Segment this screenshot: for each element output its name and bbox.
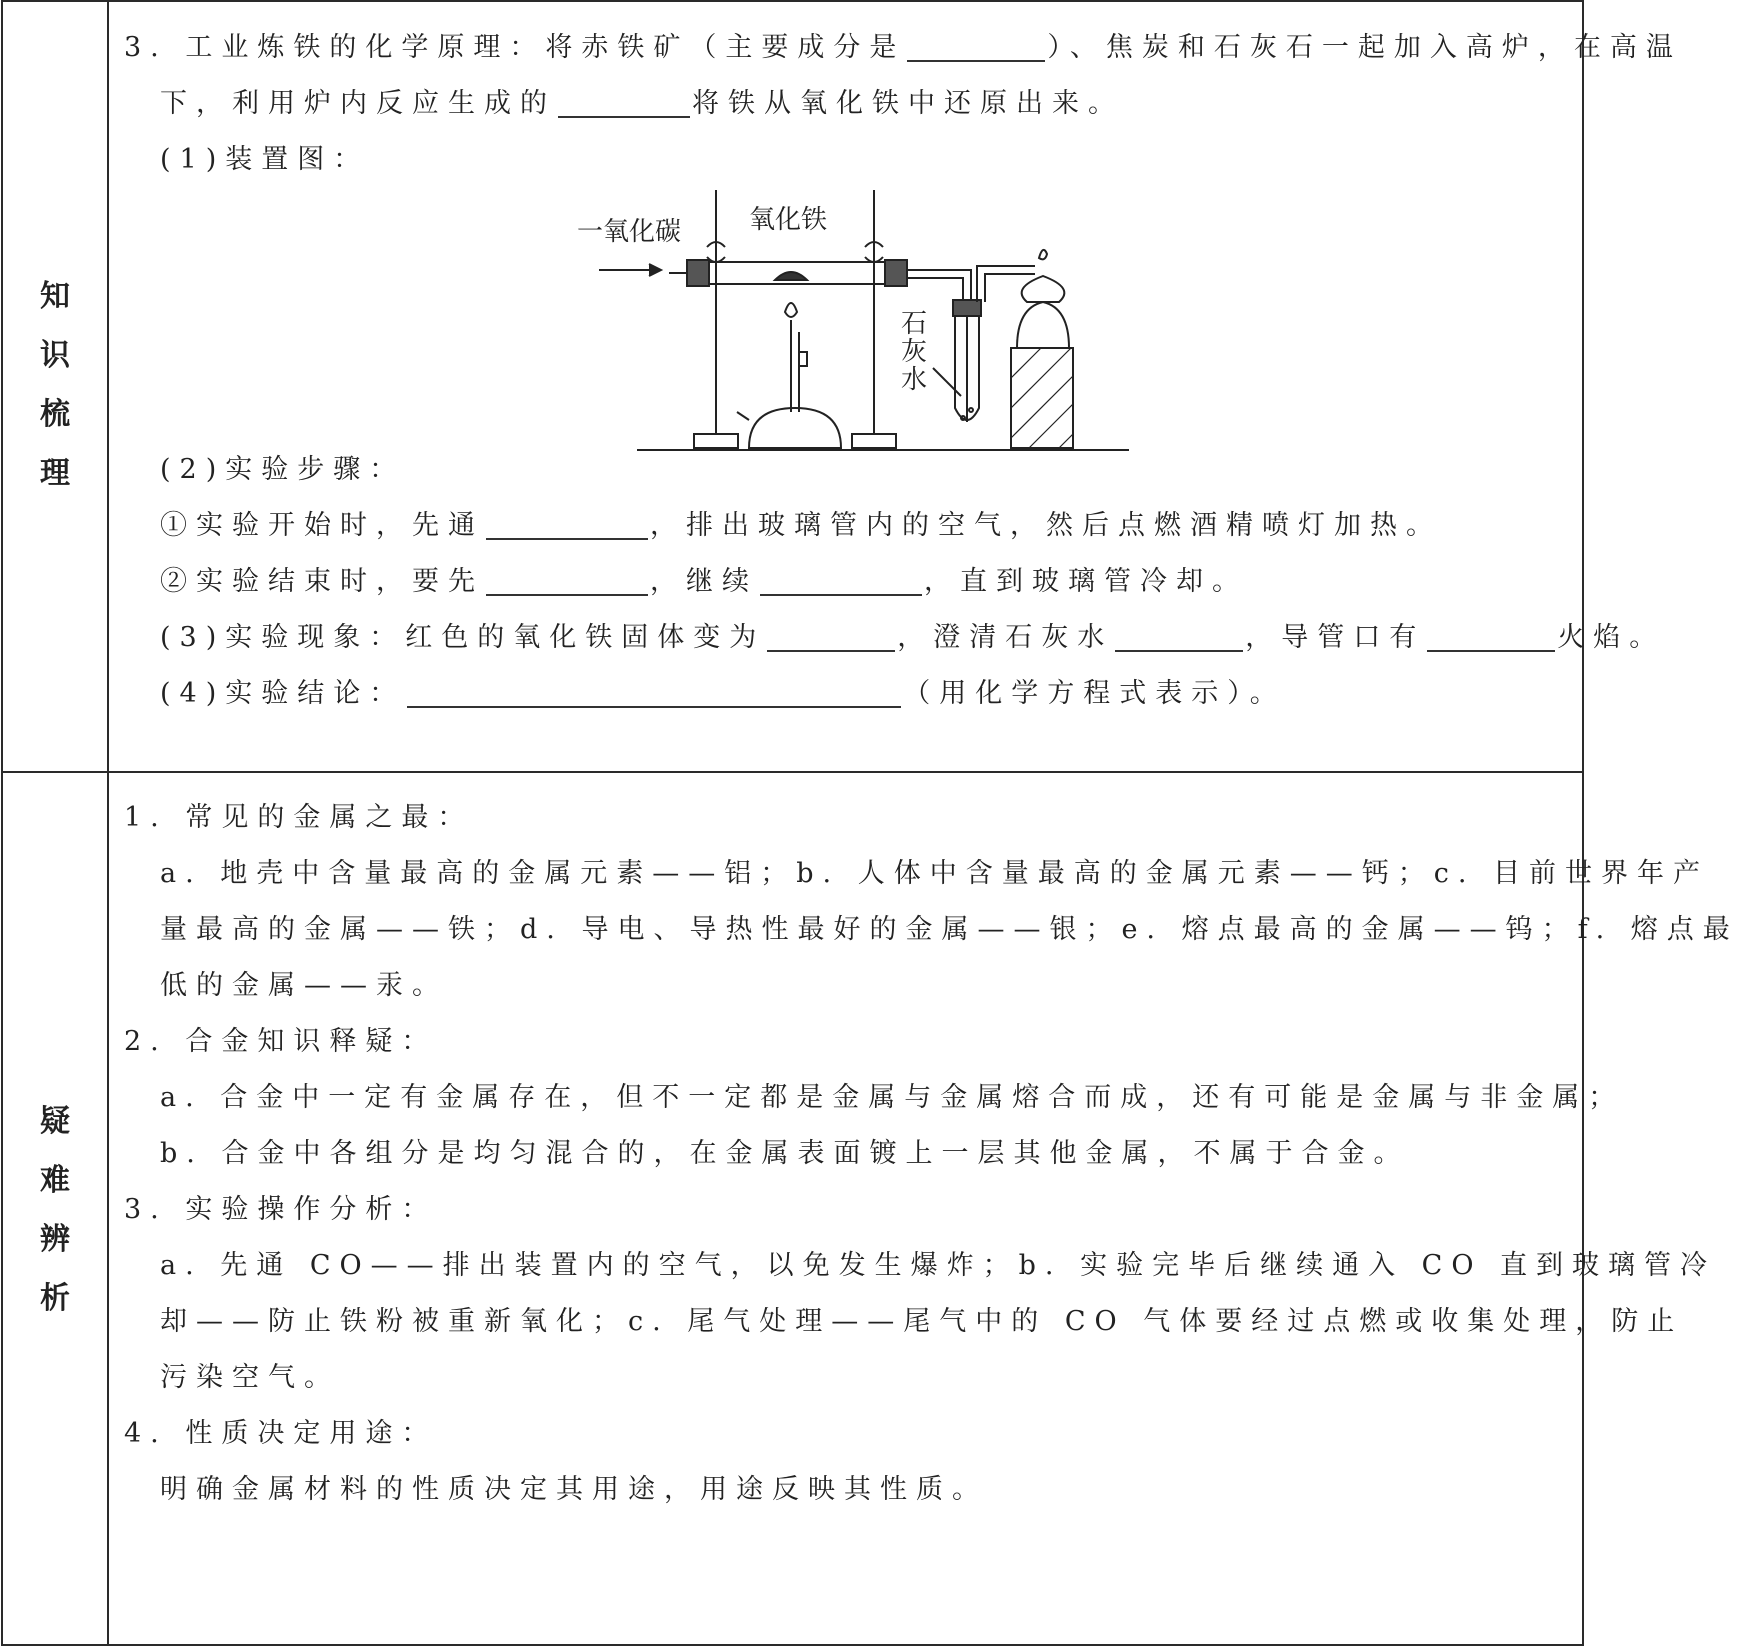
- alcohol-lamp-body: [1022, 276, 1065, 302]
- difficult-line: 1. 常见的金属之最：: [124, 802, 474, 833]
- difficult-line: 3. 实验操作分析：: [124, 1194, 438, 1225]
- intro-line-2: [160, 86, 1124, 122]
- step-2: [160, 564, 1248, 600]
- section-label-difficult: [3, 1092, 107, 1328]
- difficult-line: 4. 性质决定用途：: [124, 1418, 438, 1449]
- difficult-line: a. 合金中一定有金属存在，但不一定都是金属与金属熔合而成，还有可能是金属与非金属；: [160, 1082, 1625, 1113]
- answer-blank[interactable]: [767, 622, 895, 652]
- label-char: 知: [40, 279, 70, 314]
- difficult-line: b. 合金中各组分是均匀混合的，在金属表面镀上一层其他金属，不属于合金。: [160, 1138, 1410, 1169]
- burner-base: [749, 408, 841, 448]
- difficult-line: a. 先通 CO——排出装置内的空气，以免发生爆炸；b. 实验完毕后继续通入 CO 直到玻璃管冷: [160, 1250, 1717, 1281]
- text: 下，利用炉内反应生成的: [160, 88, 556, 119]
- label-char: 辨: [40, 1222, 70, 1257]
- label-char: 疑: [40, 1104, 70, 1139]
- stand-base-left: [694, 434, 738, 448]
- text: ，继续: [650, 566, 758, 597]
- text: 将铁从氧化铁中还原出来。: [692, 88, 1124, 119]
- label-co: 一氧化碳: [577, 217, 682, 247]
- answer-blank[interactable]: [1115, 622, 1243, 652]
- text: 火焰。: [1557, 622, 1666, 653]
- answer-blank[interactable]: [486, 510, 648, 540]
- difficult-line: 2. 合金知识释疑：: [124, 1026, 438, 1057]
- stand-base-right: [852, 434, 896, 448]
- text: 3. 工业炼铁的化学原理：将赤铁矿（主要成分是: [124, 32, 906, 63]
- column-divider: [107, 2, 109, 1644]
- text: ，直到玻璃管冷却。: [924, 566, 1248, 597]
- text: ，澄清石灰水: [897, 622, 1114, 653]
- label-limewater-3: 水: [901, 365, 928, 395]
- label-char: 理: [40, 456, 70, 491]
- lamp-cap: [1017, 302, 1069, 348]
- label-limewater-1: 石: [901, 309, 928, 339]
- co-arrowhead: [649, 264, 661, 276]
- label-limewater-2: 灰: [901, 337, 928, 367]
- difficult-line: a. 地壳中含量最高的金属元素——铝；b. 人体中含量最高的金属元素——钙；c. 目前世界年产: [160, 858, 1709, 889]
- test-tube-stopper: [953, 300, 981, 316]
- label-fe2o3: 氧化铁: [749, 205, 828, 235]
- section-label-knowledge: [3, 267, 107, 503]
- stopper-left: [687, 260, 709, 286]
- bubble: [969, 408, 973, 412]
- delivery-tube: [907, 270, 971, 302]
- text: ①实验开始时，先通: [160, 510, 484, 541]
- burner-valve: [799, 352, 807, 366]
- label-char: 难: [40, 1163, 70, 1198]
- content-table: [1, 0, 1739, 1646]
- answer-blank[interactable]: [558, 88, 690, 118]
- answer-blank[interactable]: [907, 32, 1045, 62]
- text: （用化学方程式表示）。: [903, 678, 1286, 709]
- step-1: [160, 508, 1442, 544]
- sub-heading-phenomena: [160, 620, 1665, 656]
- text: ，排出玻璃管内的空气，然后点燃酒精喷灯加热。: [650, 510, 1442, 541]
- difficult-line: 却——防止铁粉被重新氧化；c. 尾气处理——尾气中的 CO 气体要经过点燃或收集处理，防止: [160, 1306, 1684, 1337]
- answer-blank[interactable]: [1427, 622, 1555, 652]
- burner-flame: [785, 303, 797, 317]
- text: (4)实验结论：: [160, 678, 406, 709]
- apparatus-diagram: [577, 182, 1139, 458]
- answer-blank[interactable]: [760, 566, 922, 596]
- sub-heading-conclusion: [160, 676, 1286, 712]
- label-char: 析: [40, 1281, 70, 1316]
- difficult-line: 量最高的金属——铁；d. 导电、导热性最好的金属——银；e. 熔点最高的金属——钨；f. 熔点最: [160, 914, 1739, 945]
- iron-oxide-pile: [775, 272, 807, 280]
- burner-inlet: [737, 412, 749, 420]
- row-divider: [3, 771, 1582, 773]
- sub-heading-apparatus: (1)装置图：: [160, 144, 370, 175]
- answer-blank[interactable]: [486, 566, 648, 596]
- text: ，导管口有: [1245, 622, 1426, 653]
- difficult-line: 明确金属材料的性质决定其用途，用途反映其性质。: [160, 1474, 988, 1505]
- lamp-flame: [1039, 250, 1047, 260]
- label-char: 梳: [40, 397, 70, 432]
- difficult-line: 污染空气。: [160, 1362, 340, 1393]
- text: (3)实验现象：红色的氧化铁固体变为: [160, 622, 766, 653]
- intro-line-1: [124, 30, 1682, 66]
- difficult-line: 低的金属——汞。: [160, 970, 448, 1001]
- stopper-right: [885, 260, 907, 286]
- limewater-pointer: [933, 368, 961, 396]
- answer-blank[interactable]: [407, 678, 901, 708]
- sub-heading-steps: (2)实验步骤：: [160, 454, 406, 485]
- text: ②实验结束时，要先: [160, 566, 484, 597]
- label-char: 识: [40, 338, 70, 373]
- text: ）、焦炭和石灰石一起加入高炉，在高温: [1047, 32, 1682, 63]
